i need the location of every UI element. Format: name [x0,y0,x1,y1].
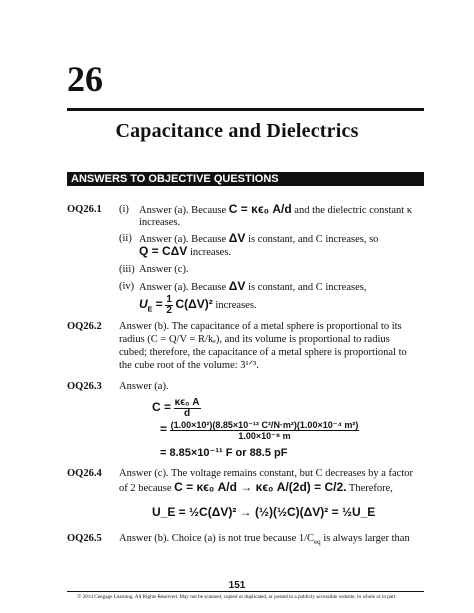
answer-line: Answer (c). The voltage remains constant, but C decreases by a factor [119,468,413,479]
equation: Q = CΔV [139,244,188,258]
equals-sign: = [160,422,168,436]
footer-rule [67,591,424,592]
question-label: OQ26.4 [67,468,102,479]
question-label: OQ26.5 [67,533,102,544]
answer-line: cubed; therefore, the capacitance of a metal sphere is proportional to [119,347,407,358]
question-label: OQ26.3 [67,381,102,392]
title-rule [67,108,424,111]
answer-text [139,280,366,294]
answer-line: the cube root of the volume: 3¹ᐟ³. [119,360,259,371]
answer-line: radius (C = Q/V = R/kₑ), and its volume is proportional to radius [119,334,390,345]
equation: ΔV [228,231,246,245]
answer-tail: is constant, and C increases, [248,282,367,293]
equation: C = κϵ₀ A/d [228,202,292,216]
item-number: (i) [119,204,129,215]
copyright-notice: © 2014 Cengage Learning. All Rights Reserved. May not be scanned, copied or duplicated, or posted to a publicly accessible website, in whole or in part. [77,594,397,600]
energy-symbol: $U_E$ = [139,297,163,314]
capacitance-substitution [160,418,359,442]
answer-text [139,203,412,217]
answer-line [119,481,393,495]
capacitance-result: = 8.85×10⁻¹¹ F or 88.5 pF [160,447,288,459]
equation-rhs: C(ΔV)² [175,297,213,311]
answer-tail: increases. [215,300,257,311]
answer-lead: Answer (a). Because [139,234,227,245]
item-number: (ii) [119,233,132,244]
question-label: OQ26.1 [67,204,102,215]
answer-tail: and the dielectric constant κ [294,205,413,216]
fraction: $\frac{\text{(1.00×10²)(8.85×10⁻¹² C²/N·m²)(1.00×10⁻⁴ m²)}}{\text{1.00×10⁻⁸ m}}$ [170,420,359,442]
capacitance-formula [152,396,201,420]
equation: C = κϵ₀ A/d → κϵ₀ A/(2d) = C/2. [174,480,347,494]
answer-line: Answer (b). The capacitance of a metal sphere is proportional to its [119,321,402,332]
answer-tail: is always larger than [323,533,410,544]
equation-lhs: C = [152,400,172,414]
energy-chain-equation: U_E = ½C(ΔV)² → (½)(½C)(ΔV)² = ½U_E [152,505,376,519]
answer-continuation: increases. [139,217,181,228]
chapter-number: 26 [67,59,103,99]
page-number: 151 [228,580,246,591]
answer-tail: Therefore, [348,483,393,494]
fraction: $\frac{\text{κϵ₀ A}}{d}$ [174,397,200,420]
answer-continuation [139,245,231,259]
answer-text: Answer (a). [119,381,169,392]
answer-tail: is constant, and C increases, so [248,234,379,245]
answer-line [119,532,410,549]
section-heading: ANSWERS TO OBJECTIVE QUESTIONS [71,173,279,185]
subscript: eq [314,538,321,547]
item-number: (iv) [119,281,135,292]
answer-lead: Answer (a). Because [139,282,227,293]
answer-lead: Answer (b). Choice (a) is not true because 1/C [119,533,315,544]
answer-lead: of 2 because [119,483,172,494]
answer-text: Answer (c). [139,264,189,275]
item-number: (iii) [119,264,135,275]
section-heading-bar [67,172,424,186]
answer-lead: Answer (a). Because [139,205,227,216]
answer-tail: increases. [189,247,232,258]
energy-equation-line [139,293,257,321]
fraction: $\frac{1}{2}$ [166,294,172,317]
equation: ΔV [228,279,246,293]
question-label: OQ26.2 [67,321,102,332]
chapter-title: Capacitance and Dielectrics [115,120,359,142]
